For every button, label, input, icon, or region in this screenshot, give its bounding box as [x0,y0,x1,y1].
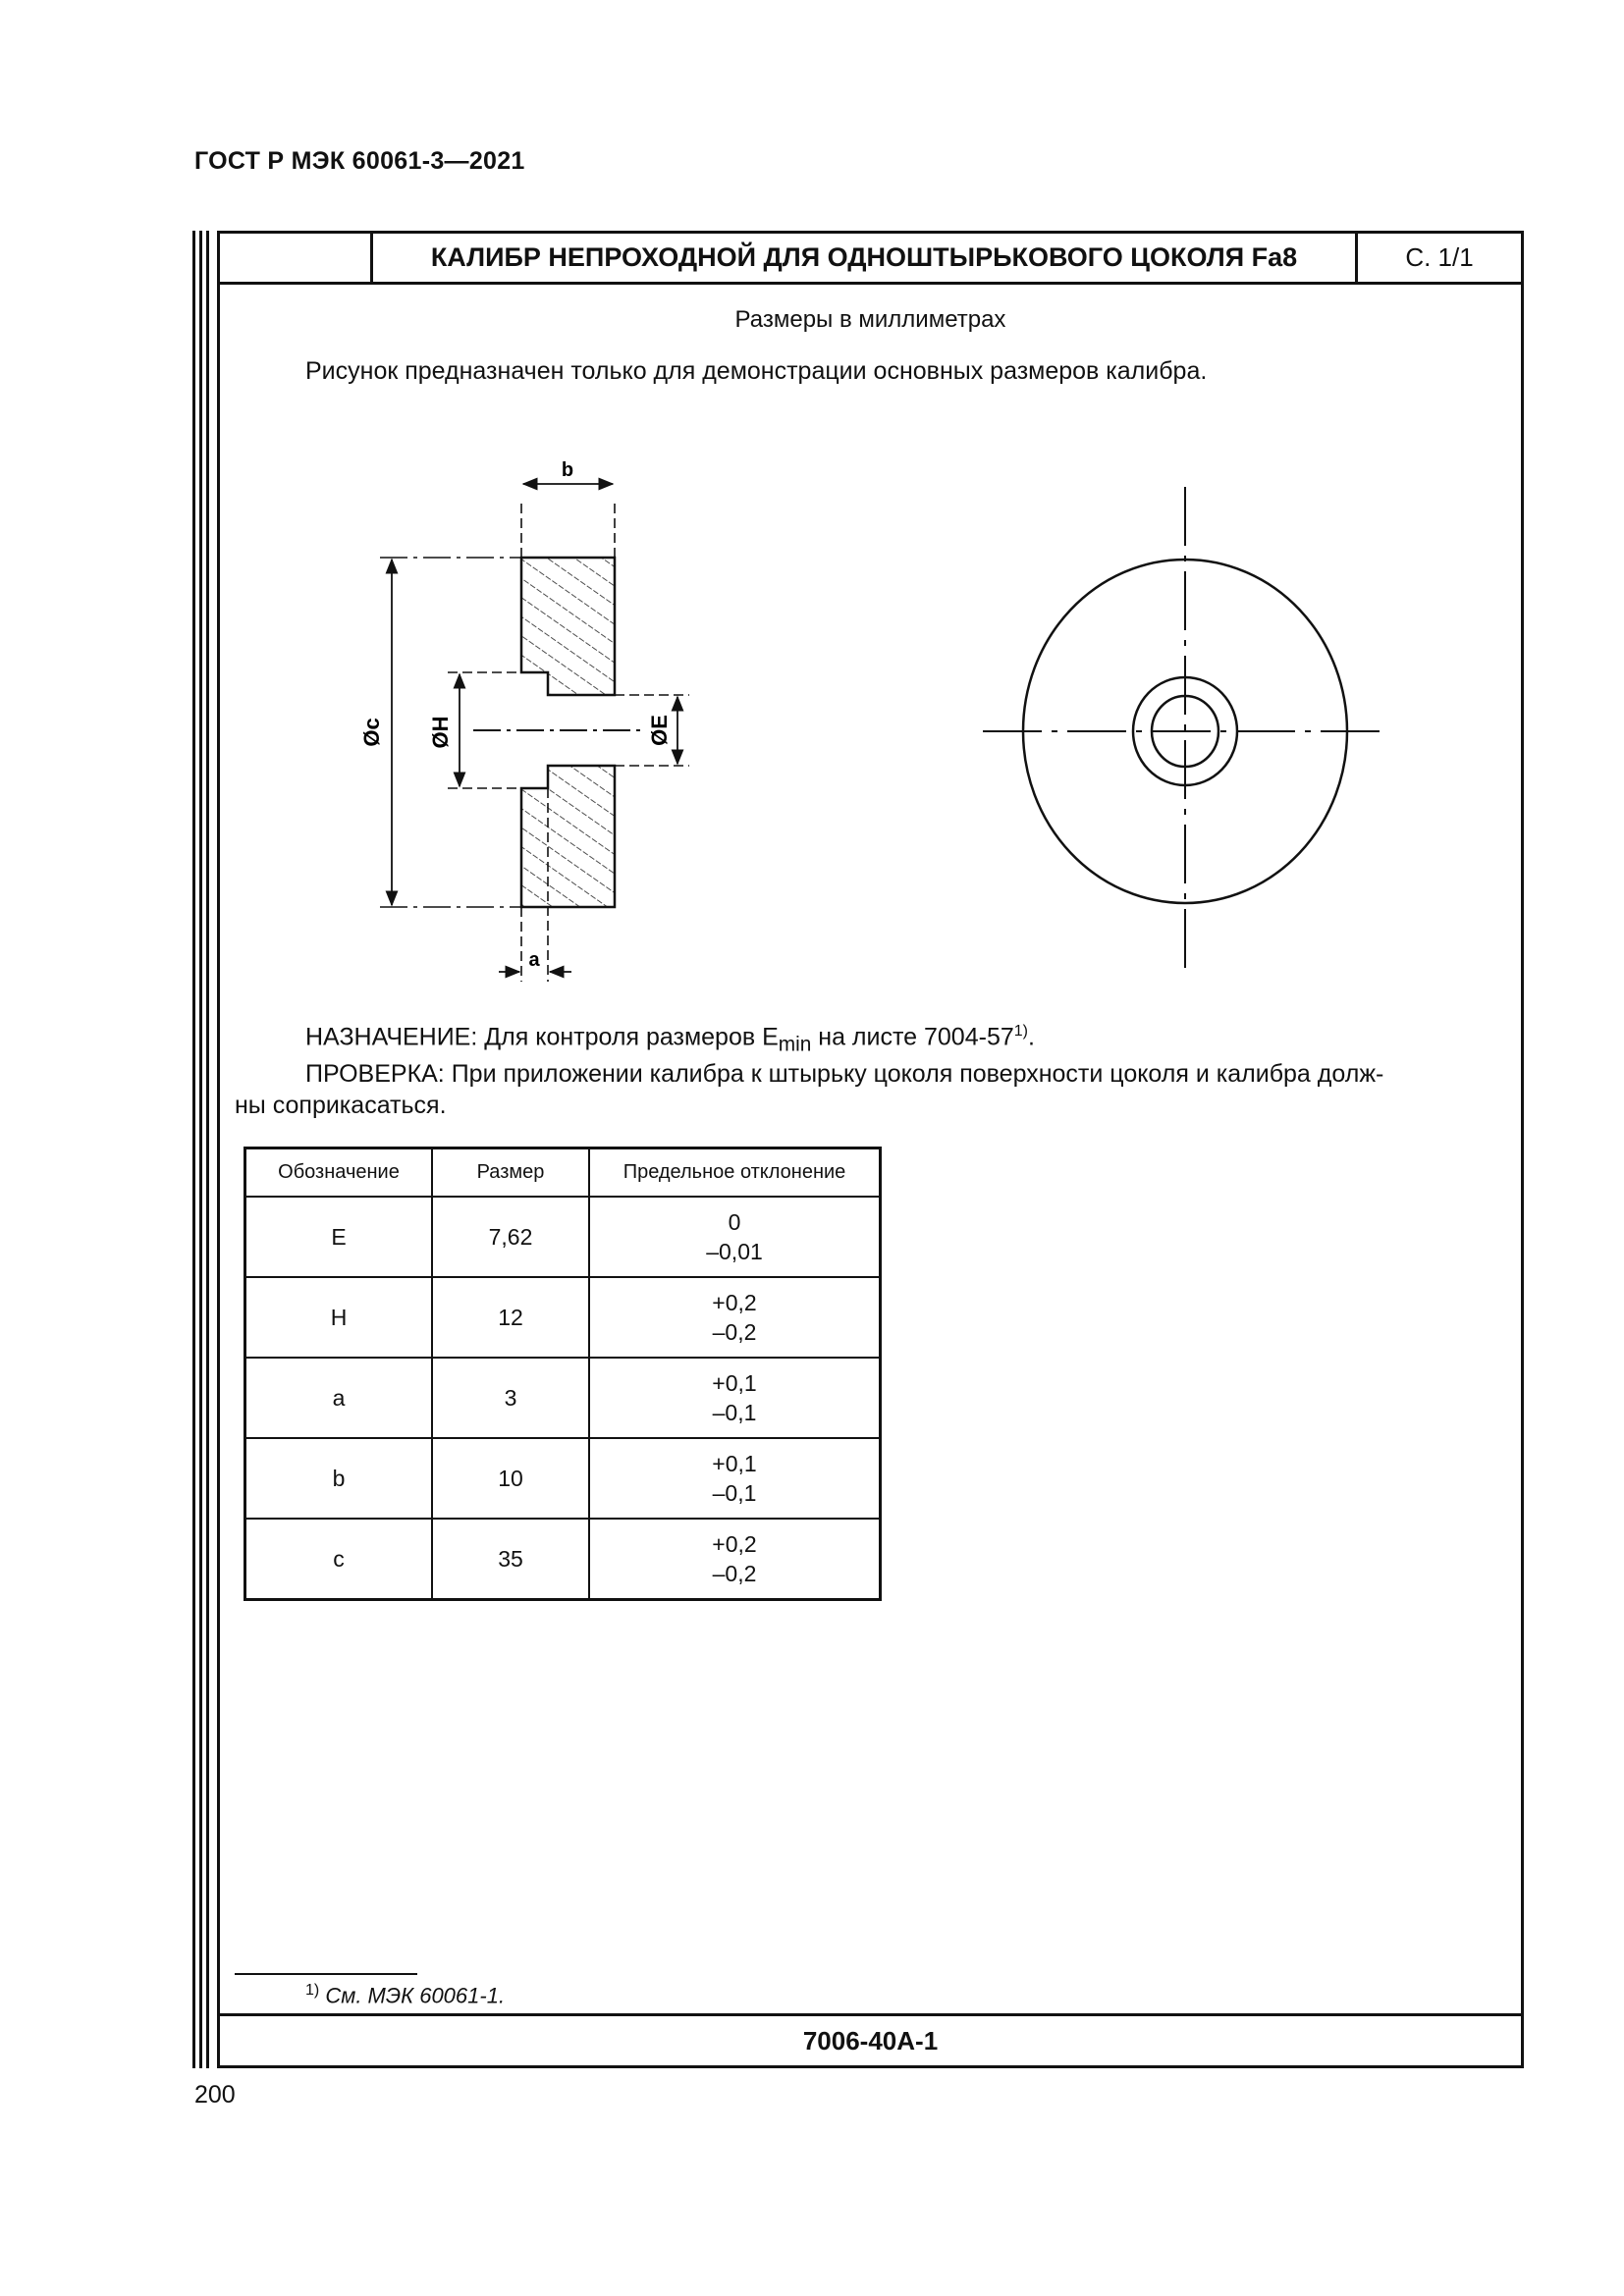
cell-size: 35 [432,1519,589,1600]
footnote [305,1982,505,2008]
table-header-row [245,1148,881,1198]
footnote-rule [235,1973,417,1975]
cell-symbol: c [245,1519,433,1600]
units-note: Размеры в миллиметрах [734,306,1006,333]
table-row [245,1277,881,1358]
table-row [245,1358,881,1438]
tol-upper: 0 [728,1209,741,1235]
cell-size: 10 [432,1438,589,1519]
sheet-page-ref: С. 1/1 [1405,242,1474,272]
table-row [245,1438,881,1519]
dim-a-label: a [528,949,540,971]
cell-tolerance [589,1358,881,1438]
dim-c-label: Øc [359,718,384,747]
cell-symbol: E [245,1197,433,1277]
binding-bar-inner [206,231,209,2068]
binding-bar-outer [192,231,195,2068]
purpose-end: . [1027,1023,1035,1051]
tol-upper: +0,2 [712,1290,757,1315]
table-row [245,1519,881,1600]
purpose-footnote-ref: 1) [1013,1023,1028,1040]
binding-bar-middle [199,231,202,2068]
tol-lower: –0,1 [712,1400,757,1425]
sheet-title: КАЛИБР НЕПРОХОДНОЙ ДЛЯ ОДНОШТЫРЬКОВОГО ЦОКОЛЯ Fa8 [373,234,1358,282]
cell-symbol: H [245,1277,433,1358]
check-text: ПРОВЕРКА: При приложении калибра к штырьку цоколя поверхности цоколя и калибра долж- [305,1060,1384,1088]
cell-size: 7,62 [432,1197,589,1277]
tol-lower: –0,1 [712,1480,757,1506]
tol-lower: –0,2 [712,1319,757,1345]
gauge-drawing [220,234,1521,1019]
demo-note: Рисунок предназначен только для демонстрации основных размеров калибра. [305,357,1208,385]
front-view [983,487,1388,976]
header-tolerance: Предельное отклонение [589,1148,881,1198]
header-size: Размер [432,1148,589,1198]
cell-size: 12 [432,1277,589,1358]
purpose-subscript: min [778,1033,812,1056]
standard-header: ГОСТ Р МЭК 60061-3—2021 [194,147,525,175]
dim-h-label: ØH [428,716,453,749]
purpose-prefix: НАЗНАЧЕНИЕ: Для контроля размеров E [305,1023,779,1051]
tol-upper: +0,2 [712,1531,757,1557]
cell-tolerance [589,1277,881,1358]
tol-upper: +0,1 [712,1370,757,1396]
tol-lower: –0,01 [706,1239,763,1264]
check-text-continued: ны соприкасаться. [235,1092,447,1119]
page-number: 200 [194,2081,236,2109]
sheet-code: 7006-40A-1 [802,2026,939,2056]
cell-size: 3 [432,1358,589,1438]
dimensions-table [244,1147,882,1601]
sheet-frame [217,231,1524,2068]
cell-symbol: a [245,1358,433,1438]
purpose-mid: на листе 7004-57 [811,1023,1014,1051]
footnote-marker: 1) [305,1982,320,1999]
tol-lower: –0,2 [712,1561,757,1586]
dim-b-label: b [561,459,574,481]
cell-symbol: b [245,1438,433,1519]
dim-e-label: ØE [647,715,672,746]
purpose-text [305,1023,1035,1056]
cell-tolerance [589,1438,881,1519]
tol-upper: +0,1 [712,1451,757,1476]
table-row [245,1197,881,1277]
header-designation: Обозначение [245,1148,433,1198]
cell-tolerance [589,1519,881,1600]
section-view [359,459,689,982]
cell-tolerance [589,1197,881,1277]
sheet-code-row [220,2013,1521,2065]
footnote-text: См. МЭК 60061-1. [319,1983,506,2008]
